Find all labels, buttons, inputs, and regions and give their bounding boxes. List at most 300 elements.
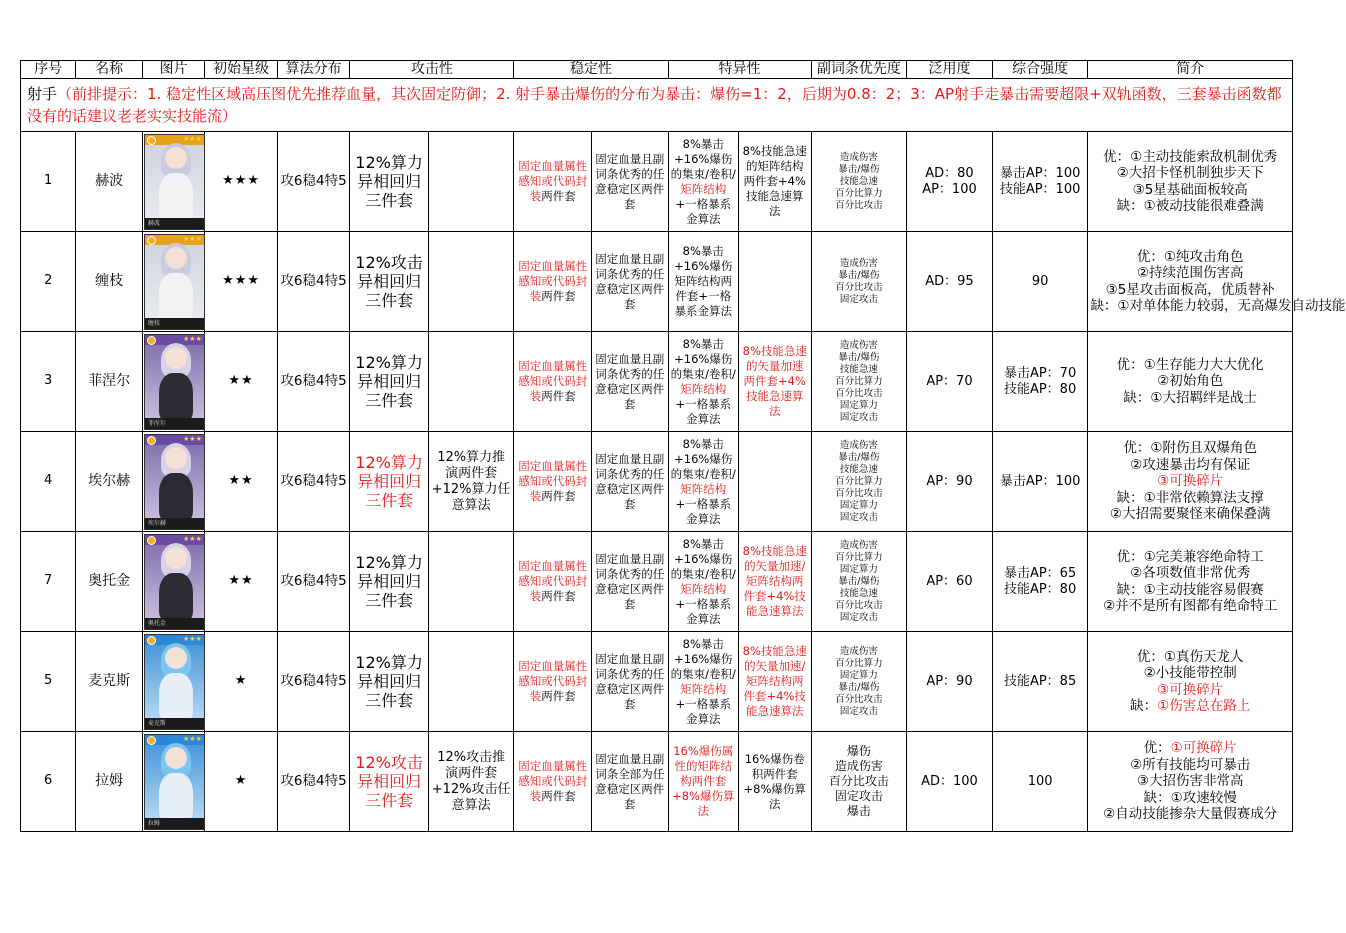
overall-power (992, 732, 1088, 832)
stability-primary (514, 632, 592, 732)
substat-item: 暴击/爆伤 (838, 351, 880, 363)
portrait-face (165, 247, 187, 269)
header-stars: 初始星级 (205, 61, 278, 79)
intro-text: ②攻速暴击均有保证 (1130, 456, 1251, 473)
attack-alternative (428, 332, 514, 432)
portrait-name-label: 赫波 (147, 219, 160, 227)
character-intro (1088, 732, 1293, 832)
initial-stars: ★ (205, 632, 278, 732)
portrait-star-icons: ★★★ (183, 434, 202, 443)
table-row (21, 432, 1293, 532)
attack-primary: 12%算力异相回归三件套 (350, 332, 429, 432)
portrait-star-icons: ★★★ (183, 134, 202, 143)
usage-value: AP：90 (926, 673, 973, 689)
attack-primary: 12%算力异相回归三件套 (350, 632, 429, 732)
substat-item: 百分比攻击 (835, 693, 883, 705)
header-substat: 副词条优先度 (811, 61, 907, 79)
special-primary-text: +一格暴系金算法 (675, 196, 732, 226)
algorithm-distribution: 攻6稳4特5 (277, 532, 350, 632)
portrait-face (165, 347, 187, 369)
special-primary (668, 732, 738, 832)
special-alternative (739, 232, 812, 332)
attack-primary: 12%算力异相回归三件套 (350, 432, 429, 532)
special-primary (668, 332, 738, 432)
stability-alternative: 固定血量且副词条优秀的任意稳定区两件套 (591, 132, 668, 232)
overall-power (992, 232, 1088, 332)
stability-primary-key: 固定血量属性感知或代码封装 (518, 659, 588, 703)
stability-primary-key: 固定血量属性感知或代码封装 (518, 459, 588, 503)
portrait-star-icons: ★★★ (183, 334, 202, 343)
portrait-name-label: 埃尔赫 (147, 519, 166, 527)
intro-line (1090, 565, 1290, 582)
portrait-name-label: 拉姆 (147, 819, 160, 827)
character-portrait (144, 734, 205, 830)
intro-line (1090, 182, 1290, 199)
substat-item: 造成伤害 (839, 439, 878, 451)
special-primary (668, 232, 738, 332)
substat-item: 技能急速 (839, 463, 878, 475)
special-primary (668, 532, 738, 632)
table-row (21, 632, 1293, 732)
substat-item: 暴击/爆伤 (838, 575, 880, 587)
portrait-face (165, 547, 187, 569)
substat-item: 爆伤 (846, 744, 871, 758)
special-primary (668, 632, 738, 732)
usage-value: AP：90 (926, 473, 973, 489)
substat-item: 百分比攻击 (828, 774, 889, 788)
character-name: 麦克斯 (76, 632, 142, 732)
special-alternative (739, 432, 812, 532)
row-number: 2 (21, 232, 76, 332)
intro-text: ②所有技能均可暴击 (1130, 756, 1251, 773)
row-number: 7 (21, 532, 76, 632)
table-row (21, 332, 1293, 432)
stability-primary (514, 732, 592, 832)
substat-item: 造成伤害 (839, 151, 878, 163)
intro-line (1090, 149, 1290, 166)
special-primary (668, 432, 738, 532)
portrait-face (165, 147, 187, 169)
algorithm-distribution: 攻6稳4特5 (277, 232, 350, 332)
substat-item: 百分比攻击 (835, 281, 883, 293)
character-portrait (144, 134, 205, 230)
portrait-body (159, 673, 193, 721)
intro-line (1090, 773, 1290, 790)
stability-primary-key: 固定血量属性感知或代码封装 (518, 759, 588, 803)
initial-stars: ★★★ (205, 232, 278, 332)
intro-text: 缺：①被动技能很难叠满 (1116, 198, 1264, 214)
header-image: 图片 (142, 61, 204, 79)
substat-item: 技能急速 (839, 587, 878, 599)
class-badge-icon (147, 536, 156, 545)
usage-rating (907, 332, 993, 432)
stability-primary (514, 232, 592, 332)
intro-text: 优：①纯攻击角色 (1136, 248, 1244, 265)
header-attack: 攻击性 (350, 61, 514, 79)
character-intro (1088, 132, 1293, 232)
stability-primary-tail: 两件套 (541, 689, 576, 703)
title-prefix: 射手 (27, 85, 58, 103)
special-primary-text: 8%暴击+16%爆伤的集束/卷积/ (670, 636, 736, 681)
special-primary-text: 矩阵结构 (680, 581, 727, 596)
character-portrait (144, 434, 205, 530)
intro-line (1090, 357, 1290, 374)
substat-item: 固定攻击 (839, 293, 878, 305)
special-primary-text: 16%爆伤属性的矩阵结构两件套+8%爆伤算法 (672, 744, 735, 818)
attack-alternative (428, 232, 514, 332)
usage-value: AP：100 (922, 181, 977, 197)
initial-stars: ★★ (205, 332, 278, 432)
substat-item: 固定攻击 (839, 511, 878, 523)
substat-item: 固定攻击 (839, 705, 878, 717)
intro-text: ③可换碎片 (1157, 473, 1224, 490)
class-badge-icon (147, 336, 156, 345)
portrait-name-label: 奥托金 (147, 619, 166, 627)
table-title (21, 79, 1293, 132)
algorithm-distribution: 攻6稳4特5 (277, 632, 350, 732)
usage-value: AP：70 (926, 373, 973, 389)
substat-item: 暴击/爆伤 (838, 269, 880, 281)
stability-primary-key: 固定血量属性感知或代码封装 (518, 259, 588, 303)
attack-alternative: 12%攻击推演两件套+12%攻击任意算法 (428, 732, 514, 832)
substat-item: 固定攻击 (839, 611, 878, 623)
usage-rating (907, 232, 993, 332)
substat-item: 技能急速 (839, 175, 878, 187)
stability-primary-key: 固定血量属性感知或代码封装 (518, 359, 588, 403)
row-number: 6 (21, 732, 76, 832)
intro-text: ③可换碎片 (1157, 681, 1224, 698)
special-alternative: 8%技能急速的矩阵结构两件套+4%技能急速算法 (739, 132, 812, 232)
substat-item: 百分比算力 (835, 475, 883, 487)
character-portrait (144, 634, 205, 730)
usage-value: AP：60 (926, 573, 973, 589)
portrait-body (159, 373, 193, 421)
portrait-name-label: 菲涅尔 (147, 419, 166, 427)
character-intro (1088, 632, 1293, 732)
power-value: 技能AP：85 (1003, 673, 1077, 689)
attack-alternative (428, 532, 514, 632)
substat-item: 百分比算力 (835, 657, 883, 669)
portrait-body (159, 573, 193, 621)
usage-rating (907, 732, 993, 832)
stability-alternative: 固定血量且副词条优秀的任意稳定区两件套 (591, 332, 668, 432)
substat-item: 造成伤害 (834, 759, 883, 773)
usage-rating (907, 632, 993, 732)
header-usage: 泛用度 (907, 61, 993, 79)
stability-primary (514, 432, 592, 532)
portrait-body (159, 273, 193, 321)
power-value: 技能AP：80 (1003, 581, 1077, 597)
intro-text: 优：①主动技能索敌机制优秀 (1103, 148, 1278, 165)
power-value: 暴击AP：100 (999, 473, 1081, 489)
substat-item: 暴击/爆伤 (838, 163, 880, 175)
character-name: 赫波 (76, 132, 142, 232)
table-row (21, 532, 1293, 632)
class-badge-icon (147, 136, 156, 145)
intro-line (1090, 473, 1290, 490)
intro-line (1090, 698, 1290, 715)
power-value: 暴击AP：70 (1003, 365, 1077, 381)
special-primary-text: +一格暴系金算法 (675, 696, 732, 726)
intro-line (1090, 649, 1290, 666)
intro-text: ②自动技能掺杂大量假赛成分 (1103, 806, 1278, 823)
intro-text: ②小技能带控制 (1143, 665, 1237, 681)
special-primary-text: 8%暴击+16%爆伤的集束/卷积/ (670, 136, 736, 181)
stability-alternative: 固定血量且副词条优秀的任意稳定区两件套 (591, 432, 668, 532)
intro-text: ③大招伤害非常高 (1136, 773, 1244, 790)
stability-primary-key: 固定血量属性感知或代码封装 (518, 159, 588, 203)
class-badge-icon (147, 636, 156, 645)
special-primary-text: 矩阵结构 (680, 481, 727, 496)
special-alternative: 8%技能急速的矢量加速/矩阵结构两件套+4%技能急速算法 (739, 532, 812, 632)
power-value: 90 (1031, 273, 1049, 289)
intro-text: ②各项数值非常优秀 (1130, 565, 1251, 581)
intro-text: 缺：①大招羁绊是战士 (1123, 389, 1258, 406)
stability-primary (514, 132, 592, 232)
intro-text: 缺：①非常依赖算法支撑 (1116, 489, 1264, 506)
substat-item: 固定算力 (839, 499, 878, 511)
portrait-star-icons: ★★★ (183, 634, 202, 643)
substat-item: 造成伤害 (839, 645, 878, 657)
portrait-cell (142, 332, 204, 432)
usage-rating (907, 532, 993, 632)
character-name: 埃尔赫 (76, 432, 142, 532)
intro-text: ②大招卡怪机制独步天下 (1116, 165, 1264, 181)
portrait-cell (142, 132, 204, 232)
portrait-name-label: 缠枝 (147, 319, 160, 327)
intro-line (1090, 457, 1290, 474)
portrait-cell (142, 532, 204, 632)
intro-text: 缺： (1130, 698, 1158, 714)
stability-primary (514, 332, 592, 432)
row-number: 1 (21, 132, 76, 232)
substat-item: 百分比攻击 (835, 199, 883, 211)
attack-primary: 12%算力异相回归三件套 (350, 532, 429, 632)
character-name: 奥托金 (76, 532, 142, 632)
substat-item: 造成伤害 (839, 257, 878, 269)
header-row (21, 61, 1293, 79)
intro-line (1090, 582, 1290, 599)
substat-item: 爆击 (846, 804, 871, 818)
intro-line (1090, 373, 1290, 390)
class-badge-icon (147, 236, 156, 245)
intro-text: ②并不是所有图都有绝命特工 (1103, 598, 1278, 614)
intro-line (1090, 390, 1290, 407)
character-name: 菲涅尔 (76, 332, 142, 432)
algorithm-distribution: 攻6稳4特5 (277, 332, 350, 432)
intro-line (1090, 665, 1290, 682)
intro-line (1090, 549, 1290, 566)
title-note: （前排提示：1. 稳定性区域高压图优先推荐血量，其次固定防御；2. 射手暴击爆伤的分布为暴击：爆伤=1：2，后期为0.8：2；3：AP射手走暴击需要超限+双轨函数，三套暴击函数都没有的话建议老老实实技能流） (27, 85, 1282, 125)
intro-line (1090, 198, 1290, 215)
intro-text: 优：①附伤且双爆角色 (1123, 440, 1258, 457)
initial-stars: ★★ (205, 532, 278, 632)
intro-text: 缺：①攻速较慢 (1143, 789, 1237, 806)
portrait-body (159, 173, 193, 221)
stability-primary-tail: 两件套 (541, 289, 576, 303)
substat-item: 固定攻击 (834, 789, 883, 803)
intro-line (1090, 249, 1290, 266)
stability-primary-tail: 两件套 (541, 589, 576, 603)
attack-alternative (428, 632, 514, 732)
special-alternative: 8%技能急速的矢量加速/矩阵结构两件套+4%技能急速算法 (739, 632, 812, 732)
table-row (21, 232, 1293, 332)
usage-value: AD：100 (921, 773, 978, 789)
intro-text: 缺：①对单体能力较弱，无高爆发自动技能 (1090, 298, 1346, 314)
usage-rating (907, 132, 993, 232)
row-number: 3 (21, 332, 76, 432)
substat-priority (811, 532, 907, 632)
header-name: 名称 (76, 61, 142, 79)
header-special: 特异性 (668, 61, 811, 79)
substat-priority (811, 332, 907, 432)
intro-line (1090, 265, 1290, 282)
stability-primary-tail: 两件套 (541, 389, 576, 403)
character-name: 缠枝 (76, 232, 142, 332)
intro-text: 缺：①主动技能容易假赛 (1116, 581, 1264, 598)
substat-item: 造成伤害 (839, 339, 878, 351)
shooter-table (20, 60, 1346, 832)
attack-primary: 12%攻击异相回归三件套 (350, 232, 429, 332)
overall-power (992, 132, 1088, 232)
substat-priority (811, 232, 907, 332)
special-primary-text: 矩阵结构 (680, 181, 727, 196)
portrait-face (165, 747, 187, 769)
algorithm-distribution: 攻6稳4特5 (277, 732, 350, 832)
special-alternative: 16%爆伤卷积两件套+8%爆伤算法 (739, 732, 812, 832)
intro-line (1090, 506, 1290, 523)
special-primary-text: 8%暴击+16%爆伤的集束/卷积/ (670, 536, 736, 581)
overall-power (992, 532, 1088, 632)
special-primary (668, 132, 738, 232)
character-intro (1088, 532, 1293, 632)
table-row (21, 732, 1293, 832)
character-portrait (144, 534, 205, 630)
intro-line (1090, 757, 1290, 774)
portrait-face (165, 447, 187, 469)
power-value: 暴击AP：65 (1003, 565, 1077, 581)
substat-item: 技能急速 (839, 363, 878, 375)
power-value: 暴击AP：100 (999, 165, 1081, 181)
special-alternative: 8%技能急速的矢量加速两件套+4%技能急速算法 (739, 332, 812, 432)
header-power: 综合强度 (992, 61, 1088, 79)
substat-item: 暴击/爆伤 (838, 681, 880, 693)
substat-priority (811, 632, 907, 732)
character-intro (1088, 232, 1346, 332)
stability-alternative: 固定血量且副词条优秀的任意稳定区两件套 (591, 532, 668, 632)
substat-priority (811, 132, 907, 232)
special-primary-text: +一格暴系金算法 (675, 596, 732, 626)
class-badge-icon (147, 736, 156, 745)
substat-item: 固定算力 (839, 669, 878, 681)
attack-alternative: 12%算力推演两件套+12%算力任意算法 (428, 432, 514, 532)
stability-primary-key: 固定血量属性感知或代码封装 (518, 559, 588, 603)
intro-text: ③5星攻击面板高，优质替补 (1105, 281, 1275, 298)
intro-text: ③5星基础面板较高 (1132, 181, 1248, 198)
overall-power (992, 632, 1088, 732)
portrait-cell (142, 732, 204, 832)
character-name: 拉姆 (76, 732, 142, 832)
intro-line (1090, 806, 1290, 823)
special-primary-text: 矩阵结构 (680, 681, 727, 696)
character-intro (1088, 332, 1293, 432)
intro-text: 优：①生存能力大大优化 (1116, 356, 1264, 373)
stability-primary (514, 532, 592, 632)
portrait-name-label: 麦克斯 (147, 719, 166, 727)
intro-text: 优：①真伤天龙人 (1136, 648, 1244, 665)
row-number: 5 (21, 632, 76, 732)
intro-text: 优： (1143, 740, 1171, 757)
special-primary-text: 8%暴击+16%爆伤的集束/卷积/ (670, 436, 736, 481)
substat-item: 百分比算力 (835, 187, 883, 199)
header-dist: 算法分布 (277, 61, 350, 79)
stability-primary-tail: 两件套 (541, 189, 576, 203)
header-stability: 稳定性 (514, 61, 668, 79)
intro-line (1090, 740, 1290, 757)
stability-alternative: 固定血量且副词条全部为任意稳定区两件套 (591, 732, 668, 832)
substat-item: 百分比算力 (835, 551, 883, 563)
substat-item: 固定攻击 (839, 411, 878, 423)
portrait-star-icons: ★★★ (183, 534, 202, 543)
stability-alternative: 固定血量且副词条优秀的任意稳定区两件套 (591, 232, 668, 332)
substat-item: 暴击/爆伤 (838, 451, 880, 463)
portrait-star-icons: ★★★ (183, 234, 202, 243)
special-primary-text: 8%暴击+16%爆伤的集束/卷积/ (670, 336, 736, 381)
intro-line (1090, 282, 1290, 299)
intro-line (1090, 440, 1290, 457)
intro-line (1090, 490, 1290, 507)
substat-item: 百分比攻击 (835, 487, 883, 499)
power-value: 技能AP：80 (1003, 381, 1077, 397)
algorithm-distribution: 攻6稳4特5 (277, 132, 350, 232)
overall-power (992, 332, 1088, 432)
substat-item: 造成伤害 (839, 539, 878, 551)
character-intro (1088, 432, 1293, 532)
intro-line (1090, 165, 1290, 182)
intro-text: ②初始角色 (1157, 373, 1224, 390)
table-row (21, 132, 1293, 232)
initial-stars: ★★ (205, 432, 278, 532)
row-number: 4 (21, 432, 76, 532)
substat-item: 固定算力 (839, 399, 878, 411)
substat-priority (811, 732, 907, 832)
stability-primary-tail: 两件套 (541, 789, 576, 803)
substat-item: 固定算力 (839, 563, 878, 575)
intro-text: ②大招需要聚怪来确保叠满 (1109, 506, 1271, 523)
usage-value: AD：80 (925, 165, 974, 181)
character-portrait (144, 334, 205, 430)
intro-text: ②持续范围伤害高 (1136, 265, 1244, 281)
special-primary-text: 矩阵结构 (680, 381, 727, 396)
substat-item: 百分比攻击 (835, 387, 883, 399)
initial-stars: ★ (205, 732, 278, 832)
intro-line (1090, 298, 1346, 315)
intro-text: ①可换碎片 (1170, 740, 1237, 757)
power-value: 技能AP：100 (999, 181, 1081, 197)
header-num: 序号 (21, 61, 76, 79)
character-portrait (144, 234, 205, 330)
substat-item: 百分比攻击 (835, 599, 883, 611)
special-primary-text: +一格暴系金算法 (675, 396, 732, 426)
character-sheet (20, 60, 1346, 832)
portrait-star-icons: ★★★ (183, 734, 202, 743)
algorithm-distribution: 攻6稳4特5 (277, 432, 350, 532)
intro-line (1090, 598, 1290, 615)
intro-text: 优：①完美兼容绝命特工 (1116, 548, 1264, 565)
power-value: 100 (1027, 773, 1053, 789)
portrait-cell (142, 632, 204, 732)
portrait-cell (142, 432, 204, 532)
